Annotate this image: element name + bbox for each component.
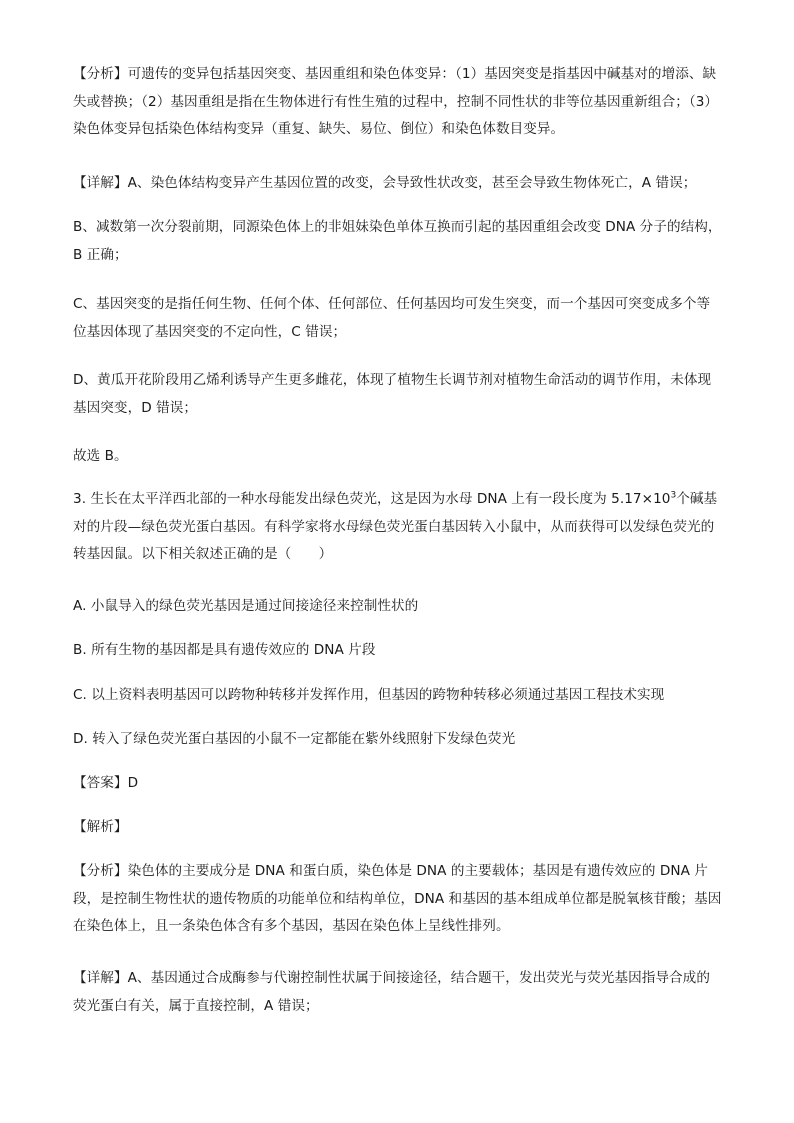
answer-line: 【答案】D	[73, 775, 139, 791]
analysis-paragraph-2: 【分析】染色体的主要成分是 DNA 和蛋白质，染色体是 DNA 的主要载体；基因是有遗传效应的 DNA 片段，是控制生物性状的遗传物质的功能单位和结构单位，DNA 和基因的基本组成单位都是脱氧核苷酸；基因在染色体上，且一条染色体含有多个基因，基因在染色体上呈线性排列。	[73, 863, 722, 934]
analysis-paragraph-1: 【分析】可遗传的变异包括基因突变、基因重组和染色体变异：（1）基因突变是指基因中碱基对的增添、缺失或替换；（2）基因重组是指在生物体进行有性生殖的过程中，控制不同性状的非等位基因重新组合；（3）染色体变异包括染色体结构变异（重复、缺失、易位、倒位）和染色体数目变异。	[73, 66, 719, 137]
explanation-heading: 【解析】	[73, 819, 128, 835]
question-3-text-part2: 个碱基对的片段—绿色荧光蛋白基因。有科学家将水母绿色荧光蛋白基因转入小鼠中，从而获得可以发绿色荧光的转基因鼠。以下相关叙述正确的是（ ）	[73, 491, 718, 562]
question-3	[73, 486, 723, 569]
detail-paragraph-d: D、黄瓜开花阶段用乙烯利诱导产生更多雌花，体现了植物生长调节剂对植物生命活动的调节作用，未体现基因突变，D 错误；	[73, 372, 712, 416]
option-a: A. 小鼠导入的绿色荧光基因是通过间接途径来控制性状的	[73, 598, 419, 614]
question-3-exponent: 3	[670, 490, 677, 501]
detail-paragraph-2a: 【详解】A、基因通过合成酶参与代谢控制性状属于间接途径，结合题干，发出荧光与荧光基因指导合成的荧光蛋白有关，属于直接控制，A 错误；	[73, 970, 710, 1014]
option-b: B. 所有生物的基因都是具有遗传效应的 DNA 片段	[73, 642, 376, 658]
detail-paragraph-b: B、减数第一次分裂前期，同源染色体上的非姐妹染色单体互换而引起的基因重组会改变 DNA 分子的结构，B 正确；	[73, 219, 722, 263]
question-3-text-part1: 3. 生长在太平洋西北部的一种水母能发出绿色荧光，这是因为水母 DNA 上有一段长度为 5.17×10	[73, 491, 671, 507]
detail-paragraph-c: C、基因突变的是指任何生物、任何个体、任何部位、任何基因均可发生突变，而一个基因可突变成多个等位基因体现了基因突变的不定向性，C 错误；	[73, 296, 711, 340]
choice-line: 故选 B。	[73, 448, 128, 464]
option-c: C. 以上资料表明基因可以跨物种转移并发挥作用，但基因的跨物种转移必须通过基因工程技术实现	[73, 687, 665, 703]
detail-paragraph-a: 【详解】A、染色体结构变异产生基因位置的改变，会导致性状改变，甚至会导致生物体死亡，A 错误；	[73, 175, 697, 191]
option-d: D. 转入了绿色荧光蛋白基因的小鼠不一定都能在紫外线照射下发绿色荧光	[73, 731, 516, 747]
